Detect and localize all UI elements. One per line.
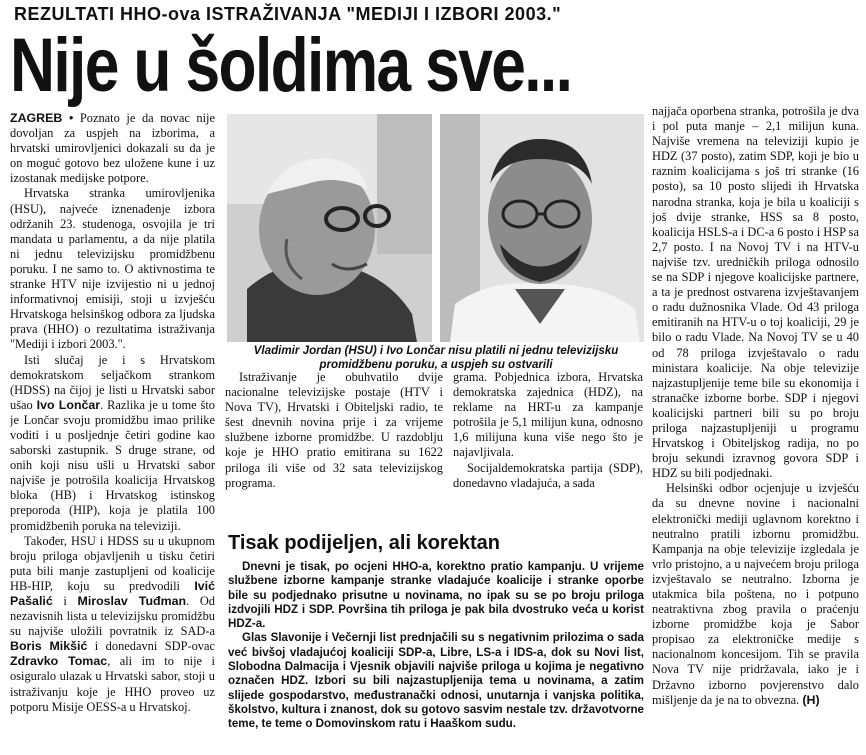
paragraph-text: i donedavni SDP-ovac xyxy=(87,639,215,654)
paragraph-tv-time: najjača oporbena stranka, potrošila je dva i pol puta manje – 2,1 milijun kuna. Najviše vremena na televiziji kupio je HDZ (37 posto), zatim SDP, koji je bio u raznim koalicijama s još tri stranke (16 posto), sa 10 posto slijedi ih Hrvatska narodna stranka, koja je bila u koaliciji s još dvije stranke, HSS sa 8 posto, koalicija HSLS-a i DC-a 6 posto i HSP sa 2,7 posto. I na Novoj TV i na HTV-u najviše tzv. uredničkih priloga odnosilo se na SDP i njegove koalicijske partnere, a ta je prednost ostvarena izvještavanjem o radu dužnosnika Vlade. Od 43 priloga emitiranih na HTV-u o toj koaliciji, 29 je bilo o radu Vlade. Na Novoj TV se u 40 od 78 priloga izvještavalo o radu ministara koalicije. Na obje televizije najzastupljenije teme bile su ekonomija i stranačke izborne borbe. SDP i njegovi koalicijski partneri bili su po broju priloga najzastupljeniji u programu Hrvatskog i Obiteljskog radija, no po broju sekundi izravnog govora SDP i HDZ su bili podjednaki. xyxy=(652,104,859,481)
paragraph-text: i xyxy=(52,594,78,608)
kicker: REZULTATI HHO-ova ISTRAŽIVANJA "MEDIJI I IZBORI 2003." xyxy=(14,4,562,24)
person-name: Ivo Lončar xyxy=(36,397,101,412)
article-column-3 xyxy=(453,370,643,530)
photo-vladimir-jordan xyxy=(227,114,432,342)
portrait-illustration xyxy=(227,114,432,342)
paragraph-text: Također, HSU i HDSS su u ukupnom broju priloga objavljenih u tisku četiri puta bili manje zastupljeni od koalicije HB-HIP, koju su predvodili xyxy=(10,533,215,593)
person-name: Ivić Pašalić xyxy=(10,578,215,608)
paragraph-text: . Razlika je u tome što je Lončar svoju promidžbu imao prilike voditi i u posljednje četiri godine kao saborski zastupnik. S druge strane, od onih koji nisu ušli u Hrvatski sabor najviše je potrošila koalicija Hrvatskog bloka (HB) i Hrvatskog istinskog preporoda (HIP), koja je platila 100 promidžbenih poruka na televiziji. xyxy=(10,397,215,533)
person-name: Zdravko Tomac xyxy=(10,654,108,669)
article-column-2 xyxy=(225,370,443,530)
paragraph-hsu: Hrvatska stranka umirovljenika (HSU), najveće iznenađenje izbora održanih 23. studenoga, osvojila je tri mandata u parlamentu, a da nije platila ni jednu televizijsku promidžbenu poruku. I ne samo to. O aktivnostima te stranke HTV nije izvijestio ni u jednoj informativnoj emisiji, stoji u izvješću Hrvatskoga helsinškog odbora za ljudska prava (HHO) o rezultatima istraživanja "Mediji i izbori 2003.". xyxy=(10,186,215,352)
portrait-illustration xyxy=(440,114,644,342)
paragraph-hdz: grama. Pobjednica izbora, Hrvatska demokratska zajednica (HDZ), na reklame na HRT-u za kampanje potrošila je 5,1 milijun kuna, odnosno 1,6 milijuna kuna više nego što je najavljivala. xyxy=(453,370,643,460)
article-column-1 xyxy=(10,111,215,751)
author-signature: (H) xyxy=(802,692,820,707)
paragraph-hdss xyxy=(10,353,215,534)
paragraph-coalition xyxy=(10,534,215,715)
subheading: Tisak podijeljen, ali korektan xyxy=(228,532,500,554)
dateline-city: ZAGREB xyxy=(10,111,63,125)
box-paragraph: Dnevni je tisak, po ocjeni HHO-a, korektno pratio kampanju. U vrijeme službene izborne kampanje stranke vladajuće koalicije i stranke oporbe bile su podjednako prisutne u novinama, no ipak su se po broju priloga izdvojili HDZ i SDP. Površina tih priloga je pak bila dvostruko veća u korist HDZ-a. xyxy=(228,560,644,631)
paragraph-sdp: Socijaldemokratska partija (SDP), donedavno vladajuća, a sada xyxy=(453,460,643,490)
photo-ivo-loncar xyxy=(440,114,644,342)
person-name: Miroslav Tuđman xyxy=(77,594,187,608)
lead-text: Poznato je da novac nije dovoljan za uspjeh na izborima, a hrvatski umirovljenici dokazali su da je on moguć gotovo bez uložene kune i uz izostanak medijske potpore. xyxy=(10,111,215,186)
paragraph-text: . Od nezavisnih lista u televizijsku promidžbu su najviše uložili povratnik iz SAD-a xyxy=(10,594,215,639)
box-paragraph: Glas Slavonije i Večernji list prednjačili su s negativnim prilozima o sada već bivšoj vladajućoj koaliciji SDP-a, Libre, LS-a i IDS-a, dok su Novi list, Slobodna Dalmacija i Vjesnik objavili najviše priloga u kojima je negativno označen HDZ. Izbori su bili najzastupljenija tema u novinama, a zatim slijede gospodarstvo, međustranački odnosi, unutarnja i vanjska politika, školstvo, kultura i znanost, dok su gotovo sasvim nestale tzv. državotvorne teme, te teme o Domovinskom ratu i Haaškom sudu. xyxy=(228,631,644,731)
headline: Nije u šoldima sve... xyxy=(10,23,572,108)
paragraph-text: , ali im to nije i osiguralo ulazak u Hrvatski sabor, stoji u istraživanju koje je HHO proveo uz potporu Misije OESS-a u Hrvatskoj. xyxy=(10,654,215,714)
paragraph-helsinki xyxy=(652,481,859,707)
paragraph-research: Istraživanje je obuhvatilo dvije nacionalne televizijske postaje (HTV i Nova TV), Hrvatski i Obiteljski radio, te šest dnevnih novina prije i za vrijeme službene izborne promidžbe. U razdoblju koje je HHO pratio emitirana su 1622 priloga ili više od 32 sata televizijskog programa. xyxy=(225,370,443,490)
person-name: Boris Mikšić xyxy=(10,639,88,654)
photo-caption: Vladimir Jordan (HSU) i Ivo Lončar nisu platili ni jednu televizijsku promidžbenu poruku, a uspjeh su ostvarili xyxy=(253,344,619,371)
paragraph-text: Isti slučaj je i s Hrvatskom demokratskom seljačkom strankom (HDSS) na čijoj je listi u Hrvatski sabor ušao xyxy=(10,352,215,412)
dateline-bullet: • xyxy=(68,111,74,125)
article-column-4 xyxy=(652,104,859,750)
sidebar-box xyxy=(228,560,644,750)
lead-paragraph xyxy=(10,111,215,186)
paragraph-text: Helsinški odbor ocjenjuje u izvješću da su dnevne novine i nacionalni elektronički mediji uglavnom korektno i neutralno pratili izbornu promidžbu. Kampanja na obje televizije izgledala je vrlo pristojno, a u najvećem broju priloga izvještavalo se neutralno. Izborna je utakmica bila poštena, no i potpuno neatraktivna zbog pravila o praćenju izborne promidžbe koja je Sabor propisao za elektroničke medije s nacionalnom koncesijom. Tih se pravila Nova TV nije pridržavala, iako je i Državno izborno povjerenstvo dalo mišljenje da je na to obvezna. xyxy=(652,481,859,707)
